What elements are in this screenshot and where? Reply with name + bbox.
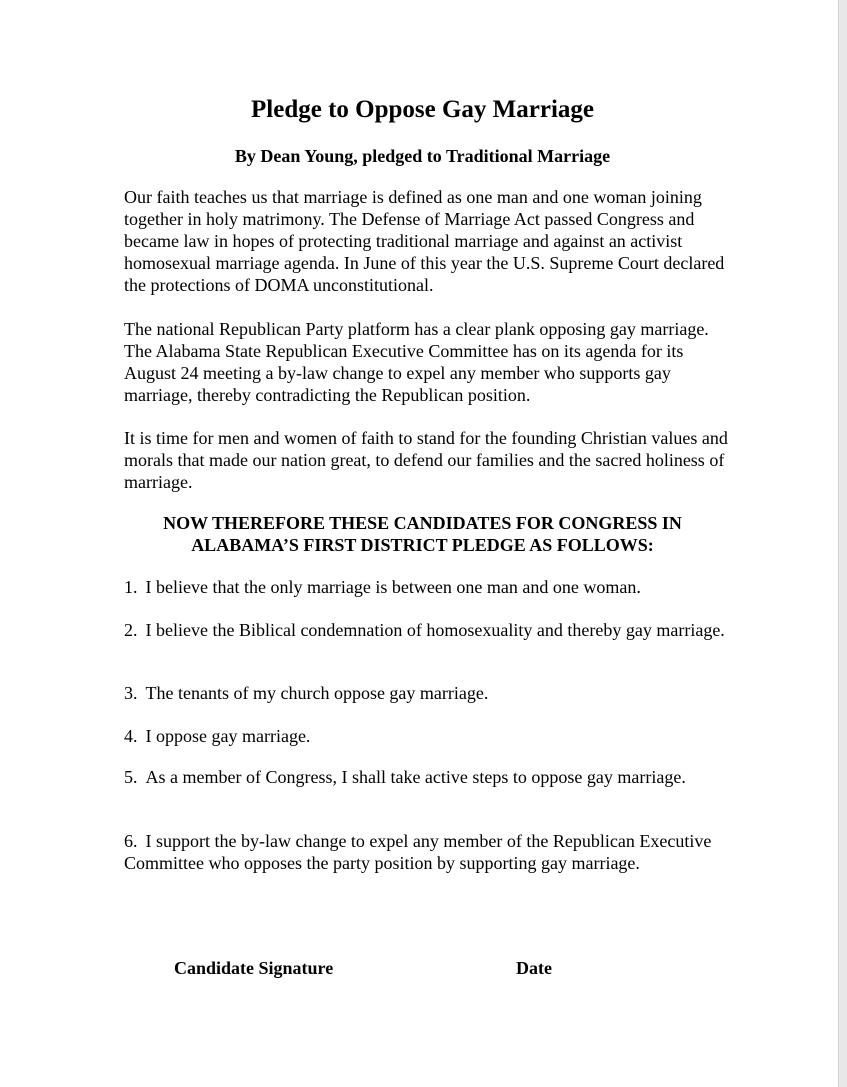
pledge-item-number: 4. bbox=[124, 726, 138, 746]
document-title: Pledge to Oppose Gay Marriage bbox=[251, 96, 594, 123]
platform-paragraph: The national Republican Party platform has a clear plank opposing gay marriage. The Alabama State Republican Executive Committee has on its agenda for its August 24 meeting a by-law change to expel any member who supports gay marriage, thereby contradicting the Republican position. bbox=[124, 319, 709, 405]
pledge-item-number: 1. bbox=[124, 577, 138, 597]
pledge-item-text: I support the by-law change to expel any member of the Republican Executive Committee who opposes the party position by supporting gay marriage. bbox=[124, 831, 712, 873]
pledge-item bbox=[124, 619, 734, 641]
pledge-item bbox=[124, 576, 734, 598]
date-label: Date bbox=[516, 958, 552, 978]
pledge-item bbox=[124, 766, 734, 788]
call-to-action-paragraph: It is time for men and women of faith to stand for the founding Christian values and morals that made our nation great, to defend our families and the sacred holiness of marriage. bbox=[124, 428, 728, 492]
pledge-heading: NOW THEREFORE THESE CANDIDATES FOR CONGRESS IN ALABAMA’S FIRST DISTRICT PLEDGE AS FOLLOWS: bbox=[163, 513, 682, 555]
pledge-item bbox=[124, 725, 734, 747]
pledge-item-number: 5. bbox=[124, 767, 138, 787]
pledge-item-text: I oppose gay marriage. bbox=[145, 726, 311, 746]
pledge-item-text: As a member of Congress, I shall take active steps to oppose gay marriage. bbox=[145, 767, 686, 787]
pledge-item-number: 3. bbox=[124, 683, 138, 703]
pledge-item-text: I believe the Biblical condemnation of homosexuality and thereby gay marriage. bbox=[145, 620, 725, 640]
pledge-item-text: The tenants of my church oppose gay marriage. bbox=[145, 683, 489, 703]
document-byline: By Dean Young, pledged to Traditional Marriage bbox=[234, 146, 611, 166]
page-edge bbox=[838, 0, 847, 1087]
candidate-signature-label: Candidate Signature bbox=[174, 958, 334, 978]
pledge-item-text: I believe that the only marriage is between one man and one woman. bbox=[145, 577, 641, 597]
pledge-item-number: 6. bbox=[124, 831, 138, 851]
pledge-item bbox=[124, 682, 734, 704]
pledge-item-number: 2. bbox=[124, 620, 138, 640]
intro-paragraph: Our faith teaches us that marriage is defined as one man and one woman joining together in holy matrimony. The Defense of Marriage Act passed Congress and became law in hopes of protecting traditional marriage and against an activist homosexual marriage agenda. In June of this year the U.S. Supreme Court declared the protections of DOMA unconstitutional. bbox=[124, 187, 725, 295]
pledge-item bbox=[124, 830, 734, 874]
